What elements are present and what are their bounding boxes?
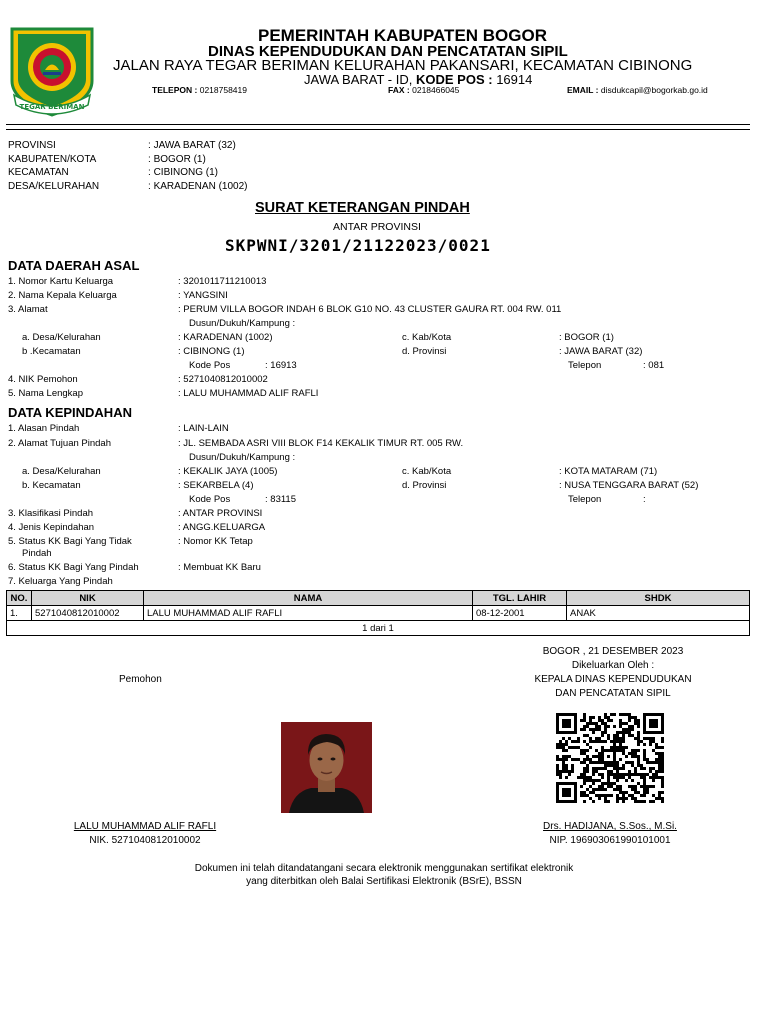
column-header-nama: NAMA xyxy=(144,591,473,606)
qr-code-icon xyxy=(556,713,664,803)
field-value: : Nomor KK Tetap xyxy=(178,536,253,547)
table-pagination: 1 dari 1 xyxy=(7,621,750,636)
field-value: : SEKARBELA (4) xyxy=(178,480,254,491)
field-label: b .Kecamatan xyxy=(22,346,81,357)
footer-note-2: yang diterbitkan oleh Balai Sertifikasi Elektronik (BSrE), BSSN xyxy=(246,876,522,887)
region-label-desa: DESA/KELURAHAN xyxy=(8,181,100,192)
applicant-photo xyxy=(281,722,372,813)
region-label-kecamatan: KECAMATAN xyxy=(8,167,69,178)
header-divider-bottom xyxy=(6,129,750,130)
header-fax: FAX : 0218466045 xyxy=(388,85,460,95)
field-label: 7. Keluarga Yang Pindah xyxy=(8,576,113,587)
field-label: c. Kab/Kota xyxy=(402,332,452,343)
table-header-row xyxy=(7,591,750,606)
official-position-2: DAN PENCATATAN SIPIL xyxy=(555,688,671,699)
cell-shdk: ANAK xyxy=(567,606,750,621)
table-pagination-row xyxy=(7,621,750,636)
field-label: 1. Nomor Kartu Keluarga xyxy=(8,276,114,287)
field-value: : 5271040812010002 xyxy=(178,374,268,385)
region-value-provinsi: : JAWA BARAT (32) xyxy=(148,140,236,151)
field-label: a. Desa/Kelurahan xyxy=(22,332,101,343)
document-subtitle: ANTAR PROVINSI xyxy=(333,221,421,233)
region-label-provinsi: PROVINSI xyxy=(8,140,56,151)
field-value: : LALU MUHAMMAD ALIF RAFLI xyxy=(178,388,319,399)
field-label: a. Desa/Kelurahan xyxy=(22,466,101,477)
field-label: 6. Status KK Bagi Yang Pindah xyxy=(8,562,139,573)
field-label: Dusun/Dukuh/Kampung : xyxy=(189,452,296,463)
field-value: : JAWA BARAT (32) xyxy=(559,346,643,357)
field-value: : PERUM VILLA BOGOR INDAH 6 BLOK G10 NO. 43 CLUSTER GAURA RT. 004 RW. 011 xyxy=(178,304,562,315)
issued-by: Dikeluarkan Oleh : xyxy=(571,660,655,671)
column-header-no: NO. xyxy=(7,591,32,606)
field-label: 2. Nama Kepala Keluarga xyxy=(8,290,117,301)
field-value: : Membuat KK Baru xyxy=(178,562,261,573)
field-label: Dusun/Dukuh/Kampung : xyxy=(189,318,296,329)
field-label: Telepon xyxy=(568,360,602,371)
bogor-regency-emblem-icon xyxy=(8,23,96,117)
header-postal: JAWA BARAT - ID, KODE POS : 16914 xyxy=(304,72,533,87)
field-label: d. Provinsi xyxy=(402,480,447,491)
header-email: EMAIL : disdukcapil@bogorkab.go.id xyxy=(567,85,708,95)
field-value: : NUSA TENGGARA BARAT (52) xyxy=(559,480,699,491)
family-table xyxy=(6,590,750,636)
section-heading-kepindahan: DATA KEPINDAHAN xyxy=(8,405,132,420)
footer-note-1: Dokumen ini telah ditandatangani secara elektronik menggunakan sertifikat elektronik xyxy=(194,863,574,874)
table-row xyxy=(7,606,750,621)
cell-nama: LALU MUHAMMAD ALIF RAFLI xyxy=(144,606,473,621)
cell-no: 1. xyxy=(7,606,32,621)
field-value: : 3201011711210013 xyxy=(178,276,267,287)
applicant-name: LALU MUHAMMAD ALIF RAFLI xyxy=(73,821,217,832)
field-value: : 081 xyxy=(643,360,665,371)
field-label: Kode Pos xyxy=(189,360,231,371)
field-label: Telepon xyxy=(568,494,602,505)
field-value: : ANGG.KELUARGA xyxy=(178,522,266,533)
official-name: Drs. HADIJANA, S.Sos., M.Si. xyxy=(543,821,677,832)
field-label: 3. Alamat xyxy=(8,304,48,315)
applicant-nik: NIK. 5271040812010002 xyxy=(89,835,201,846)
header-telephone: TELEPON : 0218758419 xyxy=(152,85,247,95)
field-value: : BOGOR (1) xyxy=(559,332,614,343)
document-number: SKPWNI/3201/21122023/0021 xyxy=(225,236,491,255)
region-label-kabupaten: KABUPATEN/KOTA xyxy=(8,154,97,165)
cell-nik: 5271040812010002 xyxy=(32,606,144,621)
field-label: 3. Klasifikasi Pindah xyxy=(8,508,94,519)
official-nip: NIP. 196903061990101001 xyxy=(549,835,671,846)
document-title: SURAT KETERANGAN PINDAH xyxy=(255,200,470,216)
column-header-tgl-lahir: TGL. LAHIR xyxy=(473,591,567,606)
field-value: : 16913 xyxy=(265,360,297,371)
field-label: d. Provinsi xyxy=(402,346,447,357)
field-label: Kode Pos xyxy=(189,494,231,505)
field-label: 4. Jenis Kepindahan xyxy=(8,522,95,533)
header-address: JALAN RAYA TEGAR BERIMAN KELURAHAN PAKANSARI, KECAMATAN CIBINONG xyxy=(113,57,693,74)
field-value: : ANTAR PROVINSI xyxy=(178,508,263,519)
field-value: : YANGSINI xyxy=(178,290,228,301)
field-label: 5. Status KK Bagi Yang Tidak xyxy=(8,536,132,547)
field-label: c. Kab/Kota xyxy=(402,466,452,477)
applicant-label: Pemohon xyxy=(119,674,162,685)
region-value-desa: : KARADENAN (1002) xyxy=(148,181,248,192)
region-value-kecamatan: : CIBINONG (1) xyxy=(148,167,219,178)
field-value: : LAIN-LAIN xyxy=(178,423,229,434)
field-value: : xyxy=(643,494,646,505)
field-value: : KARADENAN (1002) xyxy=(178,332,273,343)
column-header-nik: NIK xyxy=(32,591,144,606)
official-position-1: KEPALA DINAS KEPENDUDUKAN xyxy=(534,674,692,685)
field-value: : KOTA MATARAM (71) xyxy=(559,466,658,477)
field-value: : KEKALIK JAYA (1005) xyxy=(178,466,278,477)
field-label: b. Kecamatan xyxy=(22,480,81,491)
section-heading-asal: DATA DAERAH ASAL xyxy=(8,258,140,273)
field-label: 5. Nama Lengkap xyxy=(8,388,83,399)
field-value: : JL. SEMBADA ASRI VIII BLOK F14 KEKALIK TIMUR RT. 005 RW. xyxy=(178,438,464,449)
place-date: BOGOR , 21 DESEMBER 2023 xyxy=(542,646,684,657)
region-value-kabupaten: : BOGOR (1) xyxy=(148,154,206,165)
column-header-shdk: SHDK xyxy=(567,591,750,606)
cell-tgl-lahir: 08-12-2001 xyxy=(473,606,567,621)
field-label: 4. NIK Pemohon xyxy=(8,374,78,385)
header-agency: DINAS KEPENDUDUKAN DAN PENCATATAN SIPIL xyxy=(208,43,568,60)
field-label: 2. Alamat Tujuan Pindah xyxy=(8,438,111,449)
header-government: PEMERINTAH KABUPATEN BOGOR xyxy=(258,26,547,45)
svg-text:TEGAR BERIMAN: TEGAR BERIMAN xyxy=(19,103,85,111)
field-label: Pindah xyxy=(22,548,52,559)
header-divider-top xyxy=(6,124,750,125)
field-value: : CIBINONG (1) xyxy=(178,346,245,357)
field-value: : 83115 xyxy=(265,494,296,505)
field-label: 1. Alasan Pindah xyxy=(8,423,80,434)
